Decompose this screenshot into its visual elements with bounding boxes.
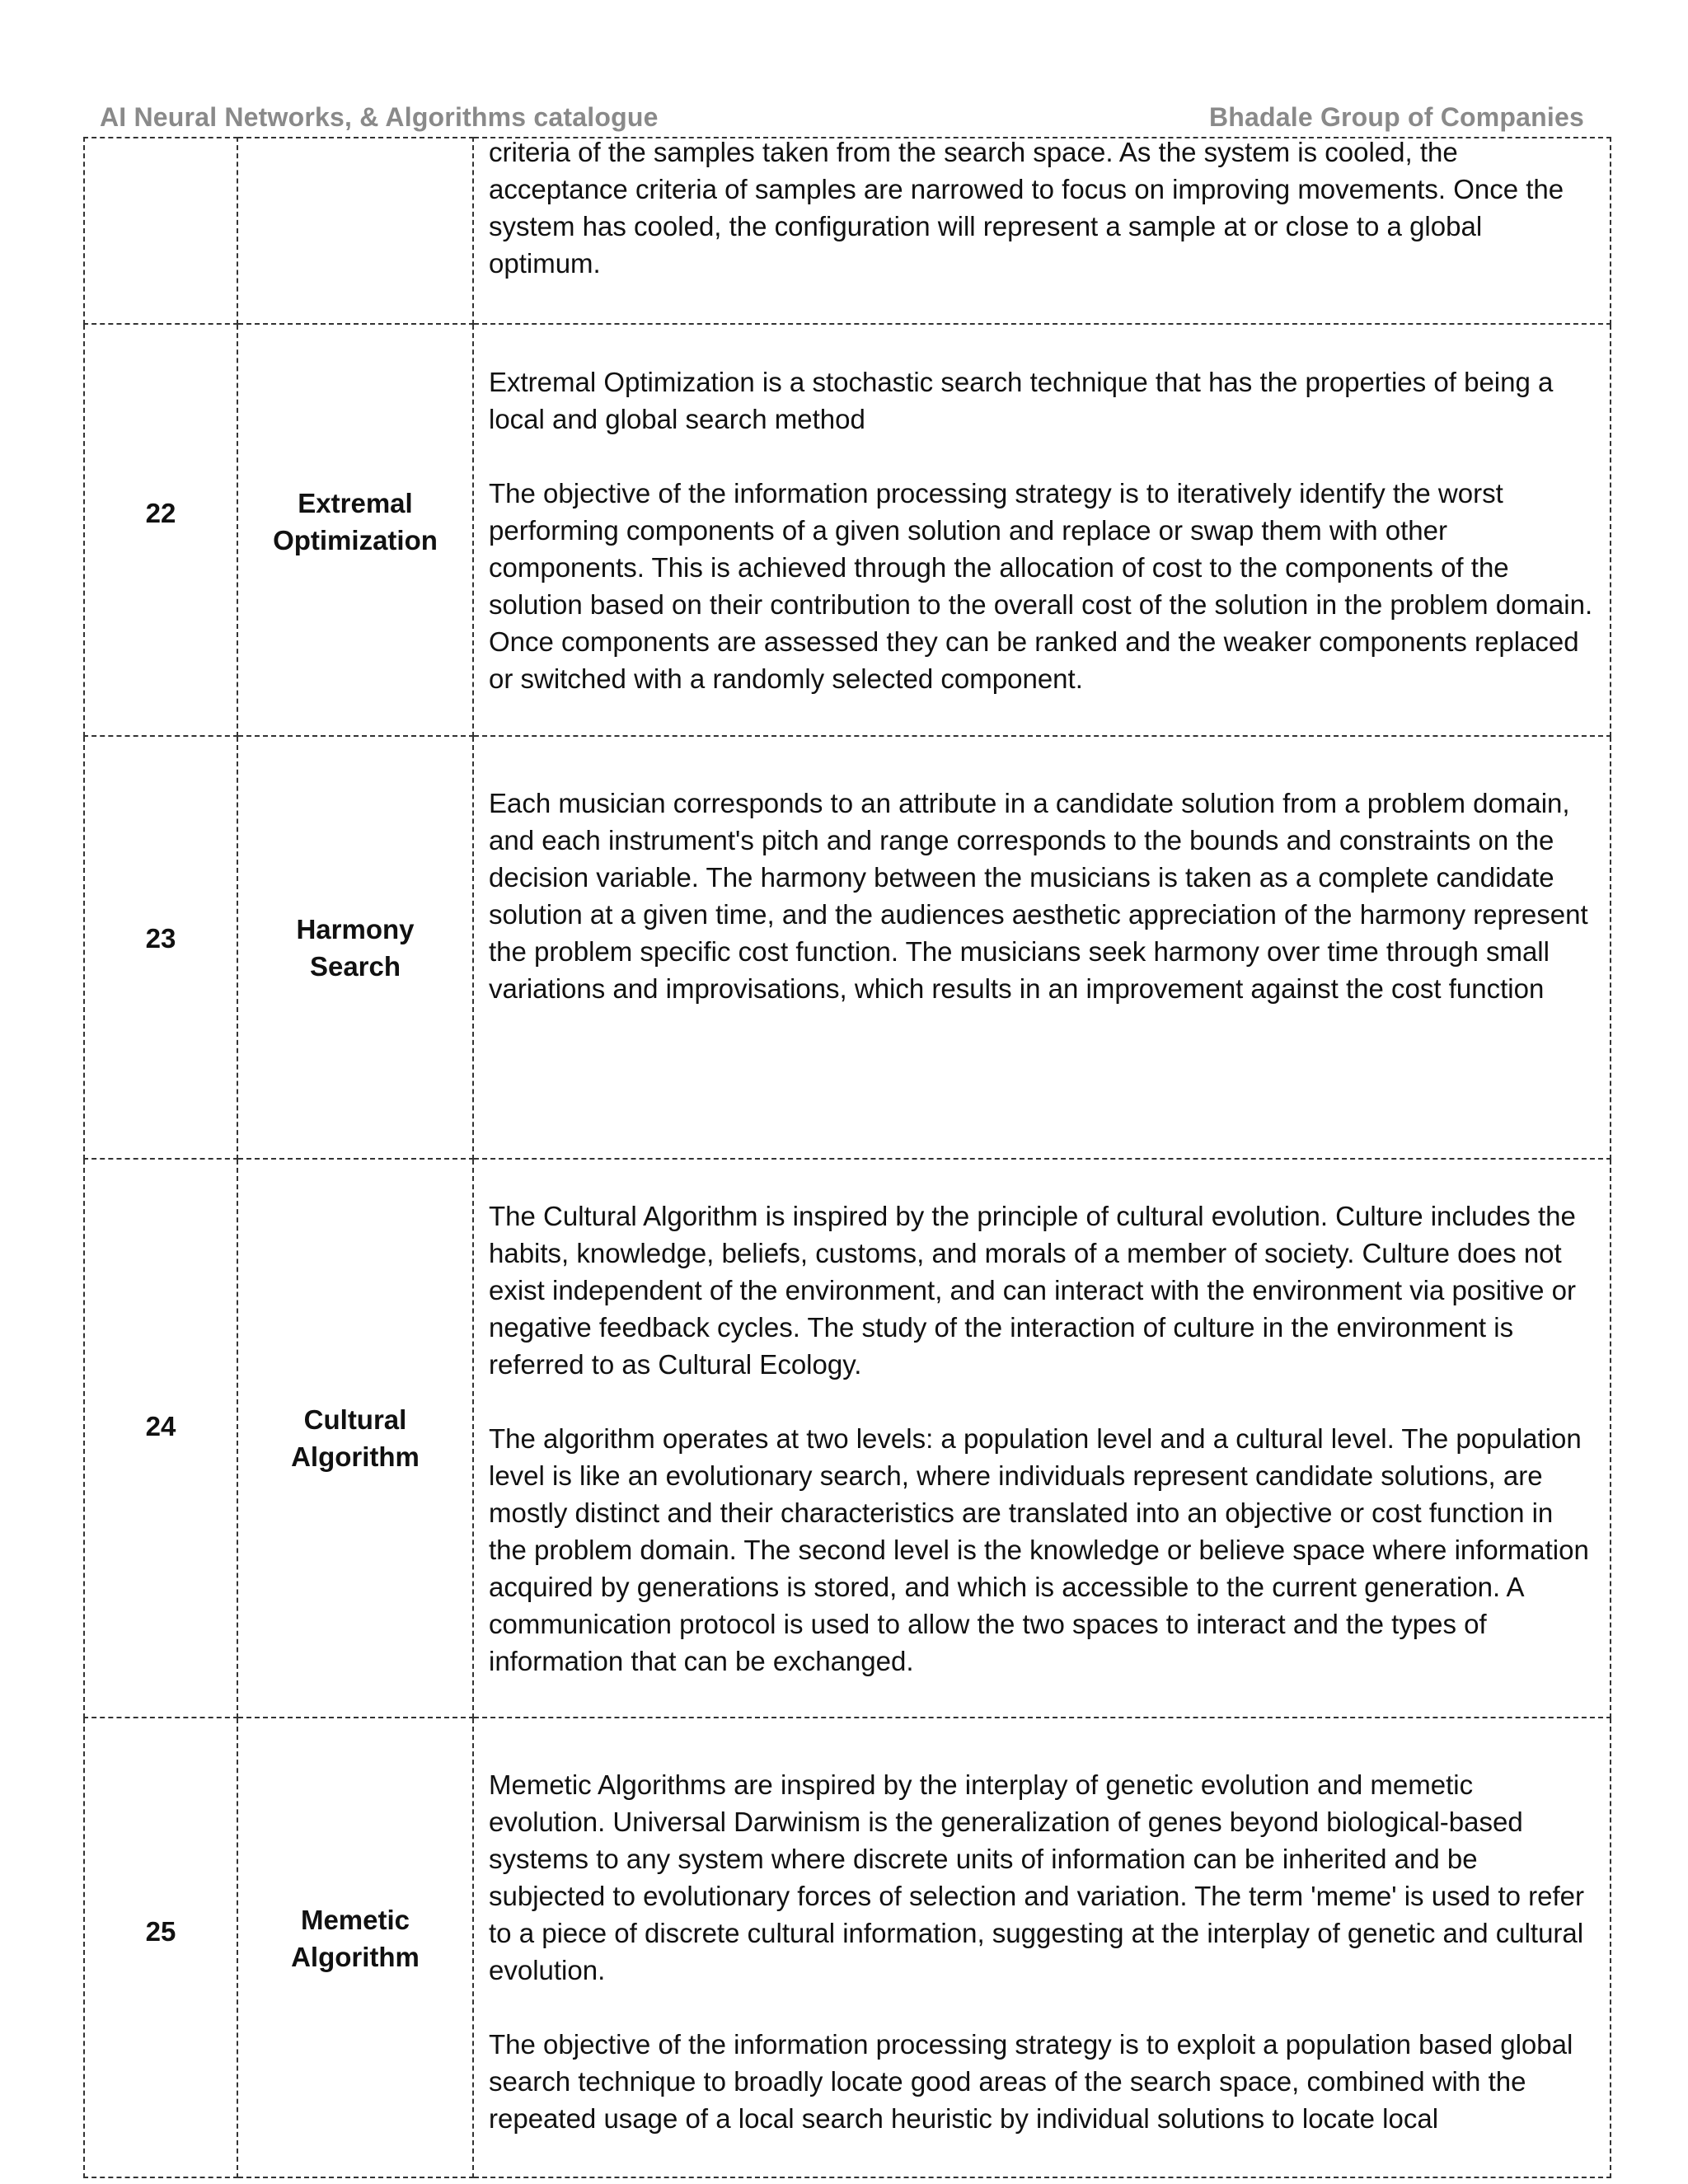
table-row [84,138,1611,324]
algorithm-name-cell [237,324,473,736]
description-paragraph: The objective of the information processing strategy is to exploit a population based global search technique to broadly locate good areas of the search space, combined with the repeated usage of a local search heuristic by individual solutions to locate local [489,2029,1573,2134]
description-cell [473,1718,1611,2177]
row-number-cell [84,324,237,736]
algorithm-name: Memetic Algorithm [291,1905,420,1972]
description-paragraph: Each musician corresponds to an attribute in a candidate solution from a problem domain, and each instrument's pitch and range corresponds to the bounds and constraints on the decision variable. The harmony between the musicians is taken as a complete candidate solution at a given time, and the audiences aesthetic appreciation of the harmony represent the problem specific cost function. The musicians seek harmony over time through small variations and improvisations, which results in an improvement against the cost function [489,788,1588,1004]
table-row [84,736,1611,1159]
description-paragraph: criteria of the samples taken from the search space. As the system is cooled, the acceptance criteria of samples are narrowed to focus on improving movements. Once the system has cooled, the configuration will represent a sample at or close to a global optimum. [489,137,1564,279]
algorithm-name-cell [237,736,473,1159]
header-left-title: AI Neural Networks, & Algorithms catalogue [100,102,659,132]
row-number-cell [84,138,237,324]
algorithm-name-cell [237,138,473,324]
algorithm-name: Harmony Search [296,913,415,982]
table-row [84,1159,1611,1718]
description-paragraph: The algorithm operates at two levels: a population level and a cultural level. The population level is like an evolutionary search, where individuals represent candidate solutions, are mostly distinct and their characteristics are translated into an objective or cost function in the problem domain. The second level is the knowledge or believe space where information acquired by generations is stored, and which is accessible to the current generation. A communication protocol is used to allow the two spaces to interact and the types of information that can be exchanged. [489,1422,1589,1676]
row-number: 22 [145,497,176,528]
row-number-cell [84,1718,237,2177]
row-number: 23 [145,923,176,954]
algorithm-name-cell [237,1718,473,2177]
description-paragraph: Extremal Optimization is a stochastic search technique that has the properties of being a local and global search method [489,366,1554,434]
description-paragraph: The objective of the information processing strategy is to iteratively identify the worst performing components of a given solution and replace or swap them with other components. This is achieved through the allocation of cost to the components of the solution based on their contribution to the overall cost of the solution in the problem domain. Once components are assessed they can be ranked and the weaker components replaced or switched with a randomly selected component. [489,477,1593,694]
row-number-cell [84,1159,237,1718]
row-number: 24 [145,1410,176,1441]
description-cell [473,736,1611,1159]
algorithm-name: Extremal Optimization [273,488,438,555]
row-number: 25 [145,1916,176,1947]
row-number-cell [84,736,237,1159]
description-cell [473,324,1611,736]
description-cell [473,138,1611,324]
algorithm-name: Cultural Algorithm [291,1404,420,1472]
description-paragraph: The Cultural Algorithm is inspired by the principle of cultural evolution. Culture includes the habits, knowledge, beliefs, customs, and morals of a member of society. Culture does not exist independent of the environment, and can interact with the environment via positive or negative feedback cycles. The study of the interaction of culture in the environment is referred to as Cultural Ecology. [489,1200,1576,1380]
table-row [84,1718,1611,2177]
algorithm-table [83,137,1611,2178]
table-row [84,324,1611,736]
description-cell [473,1159,1611,1718]
algorithm-name-cell [237,1159,473,1718]
description-paragraph: Memetic Algorithms are inspired by the interplay of genetic evolution and memetic evolution. Universal Darwinism is the generalization of genes beyond biological-based systems to any system where discrete units of information can be inherited and be subjected to evolutionary forces of selection and variation. The term 'meme' is used to refer to a piece of discrete cultural information, suggesting at the interplay of genetic and cultural evolution. [489,1769,1584,1985]
header-right-title: Bhadale Group of Companies [1208,102,1584,132]
